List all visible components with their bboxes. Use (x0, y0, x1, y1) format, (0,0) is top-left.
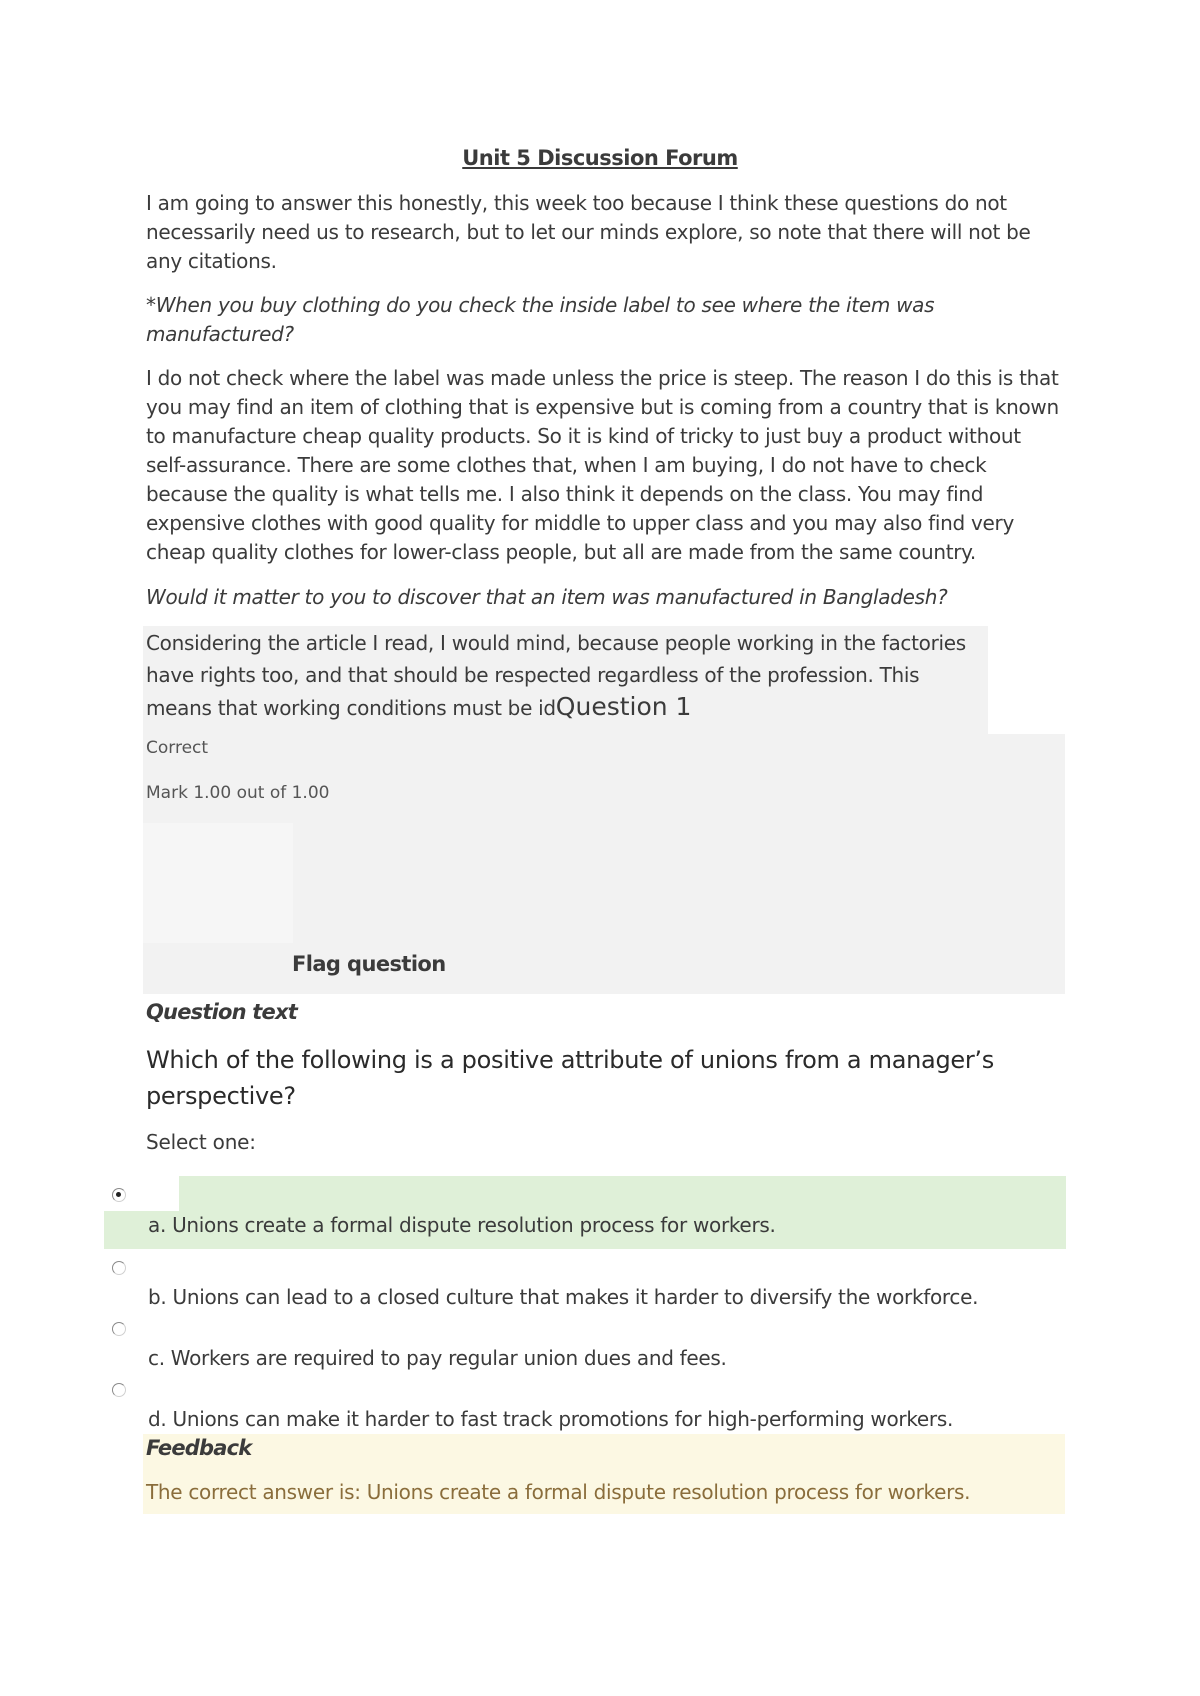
answer-option-label: b. Unions can lead to a closed culture that makes it harder to diversify the workforce. (148, 1285, 979, 1309)
radio-unselected-icon[interactable] (112, 1322, 126, 1336)
radio-unselected-icon[interactable] (112, 1261, 126, 1275)
answer-2-paragraph (146, 627, 986, 724)
question-text: Which of the following is a positive attribute of unions from a manager’s perspective? (146, 1046, 994, 1110)
select-one-prompt: Select one: (146, 1130, 256, 1154)
answer-option-a-overlay (104, 1176, 1066, 1249)
document-title: Unit 5 Discussion Forum (462, 146, 738, 170)
feedback-label: Feedback (146, 1436, 252, 1460)
question-1-prompt: *When you buy clothing do you check the inside label to see where the item was manufactured? (146, 293, 935, 346)
question-2-prompt: Would it matter to you to discover that an item was manufactured in Bangladesh? (146, 585, 948, 609)
radio-selected-icon[interactable] (112, 1188, 126, 1202)
question-number: Question 1 (555, 692, 692, 721)
question-text-label: Question text (146, 1000, 297, 1024)
intro-paragraph: I am going to answer this honestly, this week too because I think these questions do not necessarily need us to research, but to let our minds explore, so note that there will not be any citations. (146, 191, 1031, 273)
answer-option-label: a. Unions create a formal dispute resolution process for workers. (148, 1213, 776, 1237)
flag-question-link[interactable]: Flag question (292, 952, 446, 976)
question-status: Correct (146, 738, 209, 758)
radio-unselected-icon[interactable] (112, 1383, 126, 1397)
answer-option-label: c. Workers are required to pay regular union dues and fees. (148, 1346, 727, 1370)
answer-1-paragraph: I do not check where the label was made unless the price is steep. The reason I do this is that you may find an item of clothing that is expensive but is coming from a country that is known to manufacture cheap quality products. So it is kind of tricky to just buy a product without self-assurance. There are some clothes that, when I am buying, I do not have to check because the quality is what tells me. I also think it depends on the class. You may find expensive clothes with good quality for middle to upper class and you may also find very cheap quality clothes for lower-class people, but all are made from the same country. (146, 366, 1059, 564)
feedback-text: The correct answer is: Unions create a formal dispute resolution process for workers. (146, 1480, 971, 1504)
info-box-patch (143, 823, 293, 943)
answer-option-label: d. Unions can make it harder to fast track promotions for high-performing workers. (148, 1407, 954, 1431)
question-mark: Mark 1.00 out of 1.00 (146, 783, 330, 803)
answer-2-text: Considering the article I read, I would mind, because people working in the factories have rights too, and that should be respected regardless of the profession. This means that working conditions must be id (146, 631, 966, 720)
